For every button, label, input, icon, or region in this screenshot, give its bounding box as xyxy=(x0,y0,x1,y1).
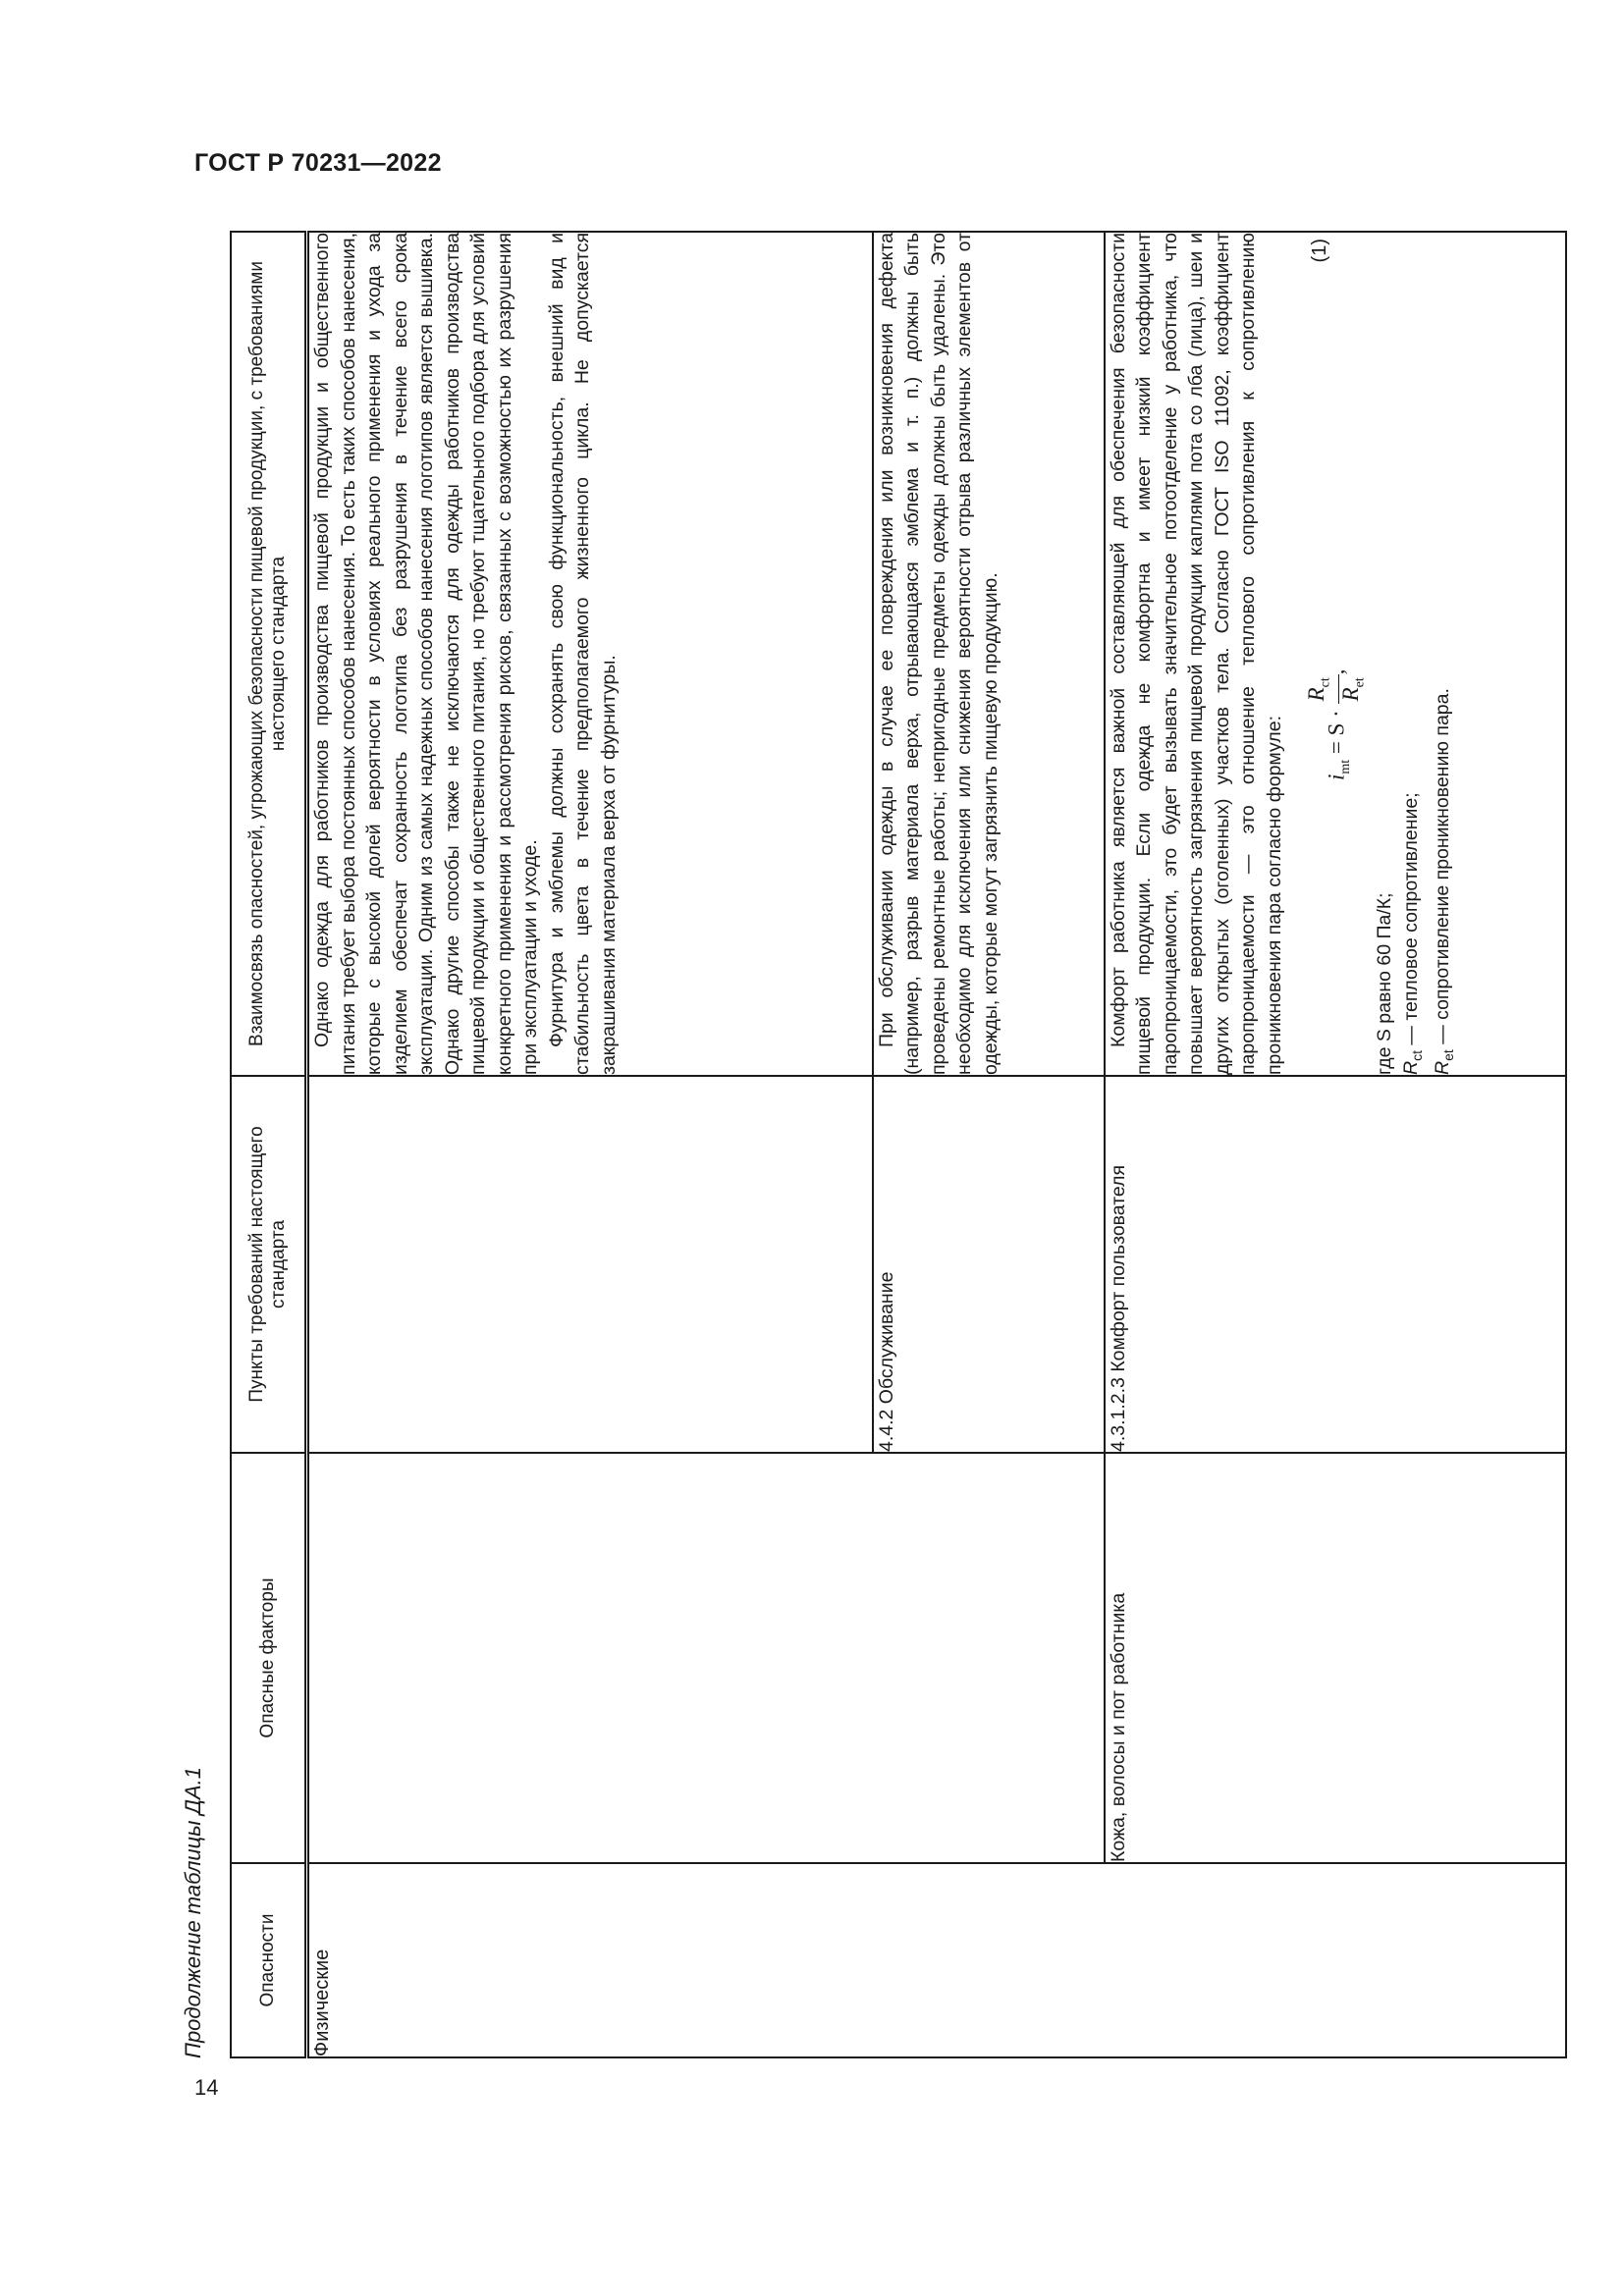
factor-cell-empty xyxy=(307,1453,1105,1863)
comfort-paragraph: Комфорт работника является важной составляющей для обеспечения безопасности пищевой продукции. Если одежда не комфортна и имеет низкий коэффициент паропроницаемости, это будет вызывать значительное потоотделение у работника, что повышает вероятность загрязнения пищевой продукции каплями пота со лба (лица), шеи и других открытых (оголенных) участков тела. Согласно ГОСТ ISO 11092, коэффициент паропроницаемости — это отношение теплового сопротивления к сопротивлению проникновения пара согласно формуле: xyxy=(1107,233,1285,1075)
ret-definition: $R_{et}$ — сопротивление проникновению пара. xyxy=(1431,688,1456,1075)
hazard-physical: Физические xyxy=(311,1949,333,2056)
table-caption: Продолжение таблицы ДА.1 xyxy=(181,1766,205,2058)
rct-definition: $R_{ct}$ — тепловое сопротивление; xyxy=(1399,792,1425,1075)
header-factors: Опасные факторы xyxy=(231,1453,307,1863)
logo-paragraph-2: Фурнитура и эмблемы должны сохранять свою функциональность, внешний вид и стабильность цвета в течение предполагаемого жизненного цикла. Не допускается закрашивания материала верха от фурнитуры. xyxy=(545,233,620,1075)
hazard-table xyxy=(230,231,1567,2058)
formula-fraction: $R_{ct}$ $R_{et}$ xyxy=(1305,674,1372,704)
clause-cell-maintenance xyxy=(873,1076,1105,1453)
rotated-table-frame xyxy=(181,233,1456,2058)
factor-cell-skin xyxy=(1105,1453,1566,1863)
clause-cell-empty xyxy=(307,1076,873,1453)
clause-cell-comfort xyxy=(1105,1076,1566,1453)
header-hazards: Опасности xyxy=(231,1863,307,2057)
relationship-cell-maintenance xyxy=(873,232,1105,1076)
logo-paragraph-1: Однако одежда для работников производства пищевой продукции и общественного питания требует выбора постоянных способов нанесения. То есть таких способов нанесения, которые с высокой долей вероятности в условиях реального применения и ухода за изделием обеспечат сохранность логотипа без разрушения в течение всего срока эксплуатации. Одним из самых надежных способов нанесения логотипов является вышивка. Однако другие способы также не исключаются для одежды работников производства пищевой продукции и общественного питания, но требуют тщательного подбора для условий конкретного применения и рассмотрения рисков, связанных с возможностью их разрушения при эксплуатации и уходе. xyxy=(311,233,541,1075)
clause-maintenance: 4.4.2 Обслуживание xyxy=(875,1271,897,1452)
header-clauses: Пункты требований настоящего стандарта xyxy=(231,1076,307,1453)
table-row xyxy=(1105,232,1566,2057)
formula-number: (1) xyxy=(1309,239,1330,263)
table-row xyxy=(307,232,873,2057)
table-header-row xyxy=(231,232,307,2057)
relationship-cell-logo xyxy=(307,232,873,1076)
page-number: 14 xyxy=(194,2075,219,2100)
clause-comfort: 4.3.1.2.3 Комфорт пользователя xyxy=(1107,1164,1129,1452)
formula-1 xyxy=(1297,233,1368,1075)
formula-expression: $i_{mt} = S$ · $R_{ct}$ $R_{et}$ , xyxy=(1305,668,1372,780)
relationship-cell-comfort xyxy=(1105,232,1566,1076)
maintenance-paragraph: При обслуживании одежды в случае ее повреждения или возникновения дефекта (например, разрыв материала верха, отрывающаяся эмблема и т. п.) должны быть проведены ремонтные работы; непригодные предметы одежды должны быть удалены. Это необходимо для исключения или снижения вероятности отрыва различных элементов от одежды, которые могут загрязнить пищевую продукцию. xyxy=(875,233,1001,1075)
header-relationship: Взаимосвязь опасностей, угрожающих безопасности пищевой продукции, с требованиями настоящего стандарта xyxy=(231,232,307,1076)
hazard-cell xyxy=(307,1863,1566,2057)
where-s: где S равно 60 Па/К; xyxy=(1374,892,1395,1075)
document-header: ГОСТ Р 70231—2022 xyxy=(194,149,442,177)
factor-skin: Кожа, волосы и пот работника xyxy=(1107,1592,1129,1862)
